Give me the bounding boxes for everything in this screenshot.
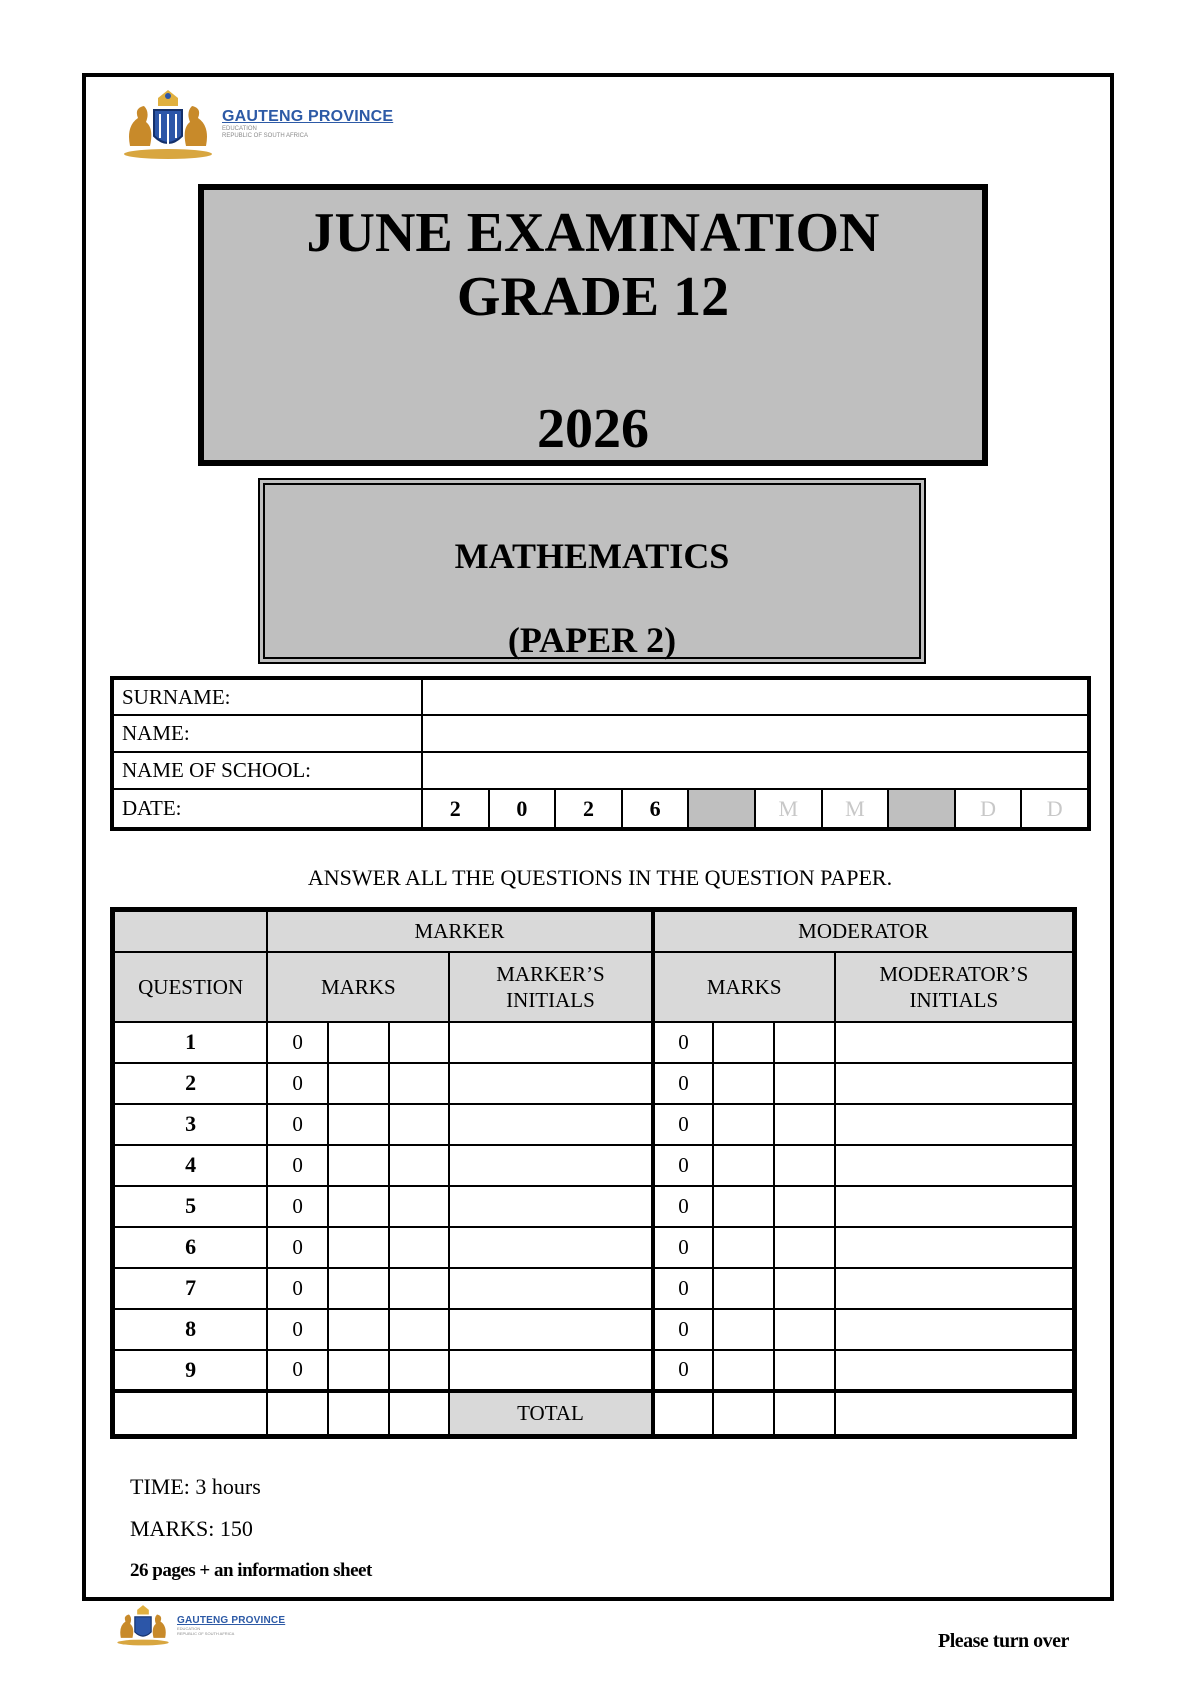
moderator-mark-cell[interactable]	[713, 1350, 774, 1391]
date-separator	[689, 790, 756, 827]
name-label: NAME:	[112, 715, 422, 752]
moderator-mark-cell[interactable]: 0	[653, 1063, 714, 1104]
moderator-total-mark[interactable]	[713, 1391, 774, 1437]
pages-text: 26 pages + an information sheet	[130, 1560, 372, 1581]
logo-text	[222, 108, 393, 140]
moderator-mark-cell[interactable]	[774, 1104, 835, 1145]
question-number: 1	[113, 1022, 268, 1063]
marker-initials-cell[interactable]	[449, 1104, 652, 1145]
marker-mark-cell[interactable]: 0	[267, 1227, 328, 1268]
marker-initials-header: MARKER’S INITIALS	[449, 952, 652, 1022]
question-number: 4	[113, 1145, 268, 1186]
logo-line-2: REPUBLIC OF SOUTH AFRICA	[177, 1630, 235, 1636]
date-month-box[interactable]: M	[823, 790, 890, 827]
moderator-total-mark[interactable]	[774, 1391, 835, 1437]
question-number: 2	[113, 1063, 268, 1104]
moderator-marks-header: MARKS	[653, 952, 835, 1022]
exam-title-box	[198, 184, 988, 466]
name-field[interactable]	[422, 715, 1089, 752]
date-digit[interactable]: 6	[623, 790, 690, 827]
marker-mark-cell[interactable]	[328, 1350, 389, 1391]
marker-marks-header: MARKS	[267, 952, 449, 1022]
marker-mark-cell[interactable]	[389, 1227, 450, 1268]
question-number: 8	[113, 1309, 268, 1350]
moderator-initials-cell[interactable]	[835, 1350, 1075, 1391]
moderator-mark-cell[interactable]	[774, 1022, 835, 1063]
logo-line-1: EDUCATION	[177, 1625, 201, 1631]
moderator-initials-cell[interactable]	[835, 1309, 1075, 1350]
marker-mark-cell[interactable]	[328, 1145, 389, 1186]
marker-mark-cell[interactable]	[328, 1186, 389, 1227]
marker-mark-cell[interactable]: 0	[267, 1309, 328, 1350]
question-number: 9	[113, 1350, 268, 1391]
coat-of-arms-icon	[120, 88, 216, 160]
question-row	[113, 1268, 1075, 1309]
moderator-mark-cell[interactable]	[713, 1022, 774, 1063]
moderator-initials-cell[interactable]	[835, 1186, 1075, 1227]
gauteng-footer-logo	[115, 1604, 285, 1646]
question-row	[113, 1063, 1075, 1104]
moderator-initials-header: MODERATOR’S INITIALS	[835, 952, 1075, 1022]
moderator-mark-cell[interactable]	[774, 1350, 835, 1391]
moderator-initials-cell[interactable]	[835, 1104, 1075, 1145]
mark-rows	[113, 1022, 1075, 1391]
moderator-mark-cell[interactable]: 0	[653, 1186, 714, 1227]
moderator-initials-cell[interactable]	[835, 1227, 1075, 1268]
marker-mark-cell[interactable]	[389, 1104, 450, 1145]
total-label: TOTAL	[449, 1391, 652, 1437]
moderator-mark-cell[interactable]	[713, 1104, 774, 1145]
question-number: 3	[113, 1104, 268, 1145]
question-row	[113, 1350, 1075, 1391]
date-day-box[interactable]: D	[956, 790, 1023, 827]
marker-mark-cell[interactable]: 0	[267, 1186, 328, 1227]
logo-name: GAUTENG PROVINCE	[222, 108, 394, 125]
marker-mark-cell[interactable]	[389, 1022, 450, 1063]
marker-mark-cell[interactable]	[389, 1309, 450, 1350]
moderator-mark-cell[interactable]: 0	[653, 1350, 714, 1391]
question-number: 5	[113, 1186, 268, 1227]
moderator-mark-cell[interactable]	[774, 1186, 835, 1227]
marker-mark-cell[interactable]	[328, 1022, 389, 1063]
moderator-mark-cell[interactable]	[713, 1309, 774, 1350]
moderator-initials-cell[interactable]	[835, 1268, 1075, 1309]
marker-mark-cell[interactable]: 0	[267, 1268, 328, 1309]
moderator-mark-cell[interactable]	[774, 1063, 835, 1104]
marker-mark-cell[interactable]	[389, 1268, 450, 1309]
date-month-box[interactable]: M	[756, 790, 823, 827]
moderator-mark-cell[interactable]	[713, 1227, 774, 1268]
marker-total-mark[interactable]	[389, 1391, 450, 1437]
moderator-mark-cell[interactable]: 0	[653, 1309, 714, 1350]
marker-mark-cell[interactable]: 0	[267, 1063, 328, 1104]
moderator-initials-cell[interactable]	[835, 1022, 1075, 1063]
date-separator	[889, 790, 956, 827]
moderator-mark-cell[interactable]	[713, 1063, 774, 1104]
marker-initials-cell[interactable]	[449, 1227, 652, 1268]
moderator-mark-cell[interactable]	[713, 1268, 774, 1309]
marker-initials-cell[interactable]	[449, 1145, 652, 1186]
logo-name: GAUTENG PROVINCE	[177, 1614, 286, 1626]
moderator-mark-cell[interactable]	[774, 1268, 835, 1309]
moderator-mark-cell[interactable]: 0	[653, 1268, 714, 1309]
marker-initials-cell[interactable]	[449, 1186, 652, 1227]
surname-field[interactable]	[422, 678, 1089, 715]
question-row	[113, 1186, 1075, 1227]
school-field[interactable]	[422, 752, 1089, 789]
marker-header: MARKER	[267, 910, 652, 952]
marker-mark-cell[interactable]	[328, 1104, 389, 1145]
moderator-mark-cell[interactable]: 0	[653, 1145, 714, 1186]
marker-initials-cell[interactable]	[449, 1063, 652, 1104]
logo-text	[177, 1615, 285, 1636]
marks-text: MARKS: 150	[130, 1516, 253, 1541]
marker-mark-cell[interactable]: 0	[267, 1104, 328, 1145]
marker-total-mark[interactable]	[267, 1391, 328, 1437]
question-row	[113, 1104, 1075, 1145]
date-field[interactable]	[422, 789, 1089, 829]
marker-mark-cell[interactable]	[389, 1350, 450, 1391]
exam-title: JUNE EXAMINATION	[306, 202, 880, 264]
date-boxes	[423, 790, 1087, 827]
moderator-mark-cell[interactable]: 0	[653, 1104, 714, 1145]
question-row	[113, 1227, 1075, 1268]
moderator-total-mark[interactable]	[653, 1391, 714, 1437]
subject-box	[258, 478, 926, 664]
marker-initials-cell[interactable]	[449, 1022, 652, 1063]
marker-initials-cell[interactable]	[449, 1268, 652, 1309]
total-blank-cell	[113, 1391, 268, 1437]
question-row	[113, 1145, 1075, 1186]
moderator-mark-cell[interactable]: 0	[653, 1022, 714, 1063]
marker-mark-cell[interactable]	[389, 1145, 450, 1186]
moderator-mark-cell[interactable]: 0	[653, 1227, 714, 1268]
moderator-header: MODERATOR	[653, 910, 1075, 952]
time-text: TIME: 3 hours	[130, 1474, 261, 1499]
date-label: DATE:	[112, 789, 422, 829]
school-label: NAME OF SCHOOL:	[112, 752, 422, 789]
marker-mark-cell[interactable]: 0	[267, 1350, 328, 1391]
marker-mark-cell[interactable]	[328, 1268, 389, 1309]
exam-grade: GRADE 12	[456, 266, 730, 328]
marks-table	[110, 907, 1077, 1439]
marker-total-mark[interactable]	[328, 1391, 389, 1437]
moderator-initials-cell[interactable]	[835, 1145, 1075, 1186]
exam-year: 2026	[537, 398, 649, 460]
learner-info-table	[110, 676, 1091, 831]
moderator-mark-cell[interactable]	[774, 1309, 835, 1350]
marker-mark-cell[interactable]	[328, 1063, 389, 1104]
marker-mark-cell[interactable]	[328, 1227, 389, 1268]
surname-label: SURNAME:	[112, 678, 422, 715]
subject-name: MATHEMATICS	[454, 536, 730, 576]
date-day-box[interactable]: D	[1046, 795, 1063, 821]
moderator-mark-cell[interactable]	[774, 1227, 835, 1268]
moderator-mark-cell[interactable]	[774, 1145, 835, 1186]
moderator-mark-cell[interactable]	[713, 1145, 774, 1186]
marker-mark-cell[interactable]: 0	[267, 1022, 328, 1063]
moderator-initials-cell[interactable]	[835, 1063, 1075, 1104]
marker-mark-cell[interactable]	[389, 1063, 450, 1104]
question-row	[113, 1022, 1075, 1063]
date-digit[interactable]: 0	[490, 790, 557, 827]
instruction-text: ANSWER ALL THE QUESTIONS IN THE QUESTION PAPER.	[307, 865, 893, 890]
turn-over-text: Please turn over	[938, 1630, 1069, 1652]
blank-header-cell	[113, 910, 268, 952]
marker-initials-cell[interactable]	[449, 1309, 652, 1350]
moderator-mark-cell[interactable]	[713, 1186, 774, 1227]
question-number: 7	[113, 1268, 268, 1309]
question-row	[113, 1309, 1075, 1350]
date-digit[interactable]: 2	[423, 790, 490, 827]
logo-line-2: REPUBLIC OF SOUTH AFRICA	[222, 133, 309, 139]
coat-of-arms-icon	[115, 1604, 171, 1646]
marker-initials-cell[interactable]	[449, 1350, 652, 1391]
logo-line-1: EDUCATION	[222, 126, 257, 132]
date-digit[interactable]: 2	[556, 790, 623, 827]
marker-mark-cell[interactable]: 0	[267, 1145, 328, 1186]
moderator-total-initials[interactable]	[835, 1391, 1075, 1437]
marker-mark-cell[interactable]	[389, 1186, 450, 1227]
subject-paper: (PAPER 2)	[507, 620, 677, 660]
question-number: 6	[113, 1227, 268, 1268]
gauteng-logo	[120, 88, 393, 160]
question-header: QUESTION	[113, 952, 268, 1022]
marker-mark-cell[interactable]	[328, 1309, 389, 1350]
